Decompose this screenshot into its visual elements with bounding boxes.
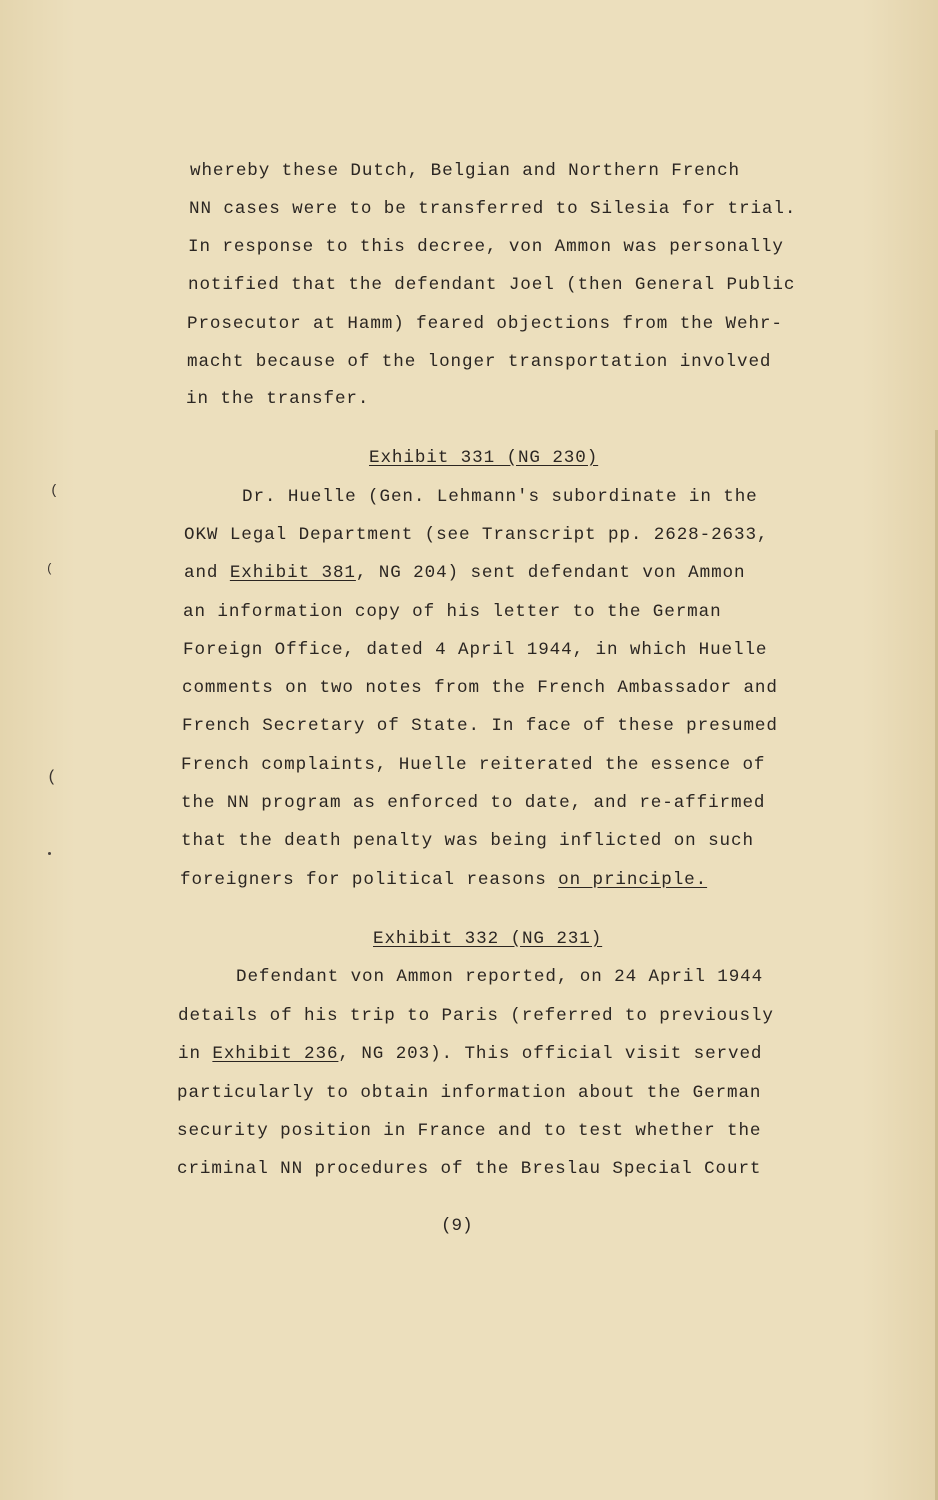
margin-mark: ( <box>47 768 57 786</box>
paragraph-line: French complaints, Huelle reiterated the essence of <box>181 755 766 775</box>
paragraph-line: whereby these Dutch, Belgian and Northern French <box>190 161 740 181</box>
exhibit-heading: Exhibit 332 (NG 231) <box>373 929 603 949</box>
paragraph-line: macht because of the longer transportation involved <box>187 352 772 372</box>
paragraph-line: French Secretary of State. In face of these presumed <box>182 716 778 736</box>
exhibit-heading: Exhibit 331 (NG 230) <box>369 448 599 468</box>
paragraph-line: Foreign Office, dated 4 April 1944, in which Huelle <box>183 640 768 660</box>
paragraph-line <box>178 1043 762 1065</box>
paragraph-line: comments on two notes from the French Ambassador and <box>182 678 778 698</box>
text-span: and <box>184 563 230 583</box>
margin-mark: ( <box>50 483 59 499</box>
exhibit-reference: Exhibit 381 <box>229 563 356 583</box>
paragraph-line: details of his trip to Paris (referred to previously <box>178 1006 774 1026</box>
paragraph-line: security position in France and to test whether the <box>177 1121 762 1141</box>
paragraph-line: the NN program as enforced to date, and re-affirmed <box>181 793 766 813</box>
paragraph-line: NN cases were to be transferred to Silesia for trial. <box>189 199 797 219</box>
paragraph-line: Dr. Huelle (Gen. Lehmann's subordinate in the <box>242 487 758 507</box>
exhibit-reference: Exhibit 236 <box>212 1044 339 1064</box>
text-span: in <box>178 1044 213 1064</box>
paragraph-line: that the death penalty was being inflicted on such <box>181 831 754 851</box>
paragraph-line: particularly to obtain information about the German <box>177 1083 762 1103</box>
margin-mark: ( <box>46 562 54 576</box>
paragraph-line: Prosecutor at Hamm) feared objections from the Wehr- <box>187 314 783 334</box>
paragraph-line: notified that the defendant Joel (then General Public <box>188 275 796 295</box>
margin-dot <box>48 852 51 855</box>
page-number: (9) <box>441 1216 473 1236</box>
text-span: , NG 203). This official visit served <box>338 1044 763 1064</box>
text-span: , NG 204) sent defendant von Ammon <box>355 563 746 583</box>
text-span: foreigners for political reasons <box>180 870 559 890</box>
paragraph-line: In response to this decree, von Ammon was personally <box>188 237 784 257</box>
paragraph-line: in the transfer. <box>186 389 370 409</box>
paragraph-line: criminal NN procedures of the Breslau Special Court <box>177 1159 762 1179</box>
paragraph-line: Defendant von Ammon reported, on 24 April 1944 <box>236 967 764 987</box>
paragraph-line <box>184 562 745 584</box>
emphasized-text: on principle. <box>558 870 708 890</box>
paragraph-line <box>180 869 707 891</box>
paragraph-line: an information copy of his letter to the German <box>183 602 722 622</box>
paragraph-line: OKW Legal Department (see Transcript pp. 2628-2633, <box>184 525 769 545</box>
